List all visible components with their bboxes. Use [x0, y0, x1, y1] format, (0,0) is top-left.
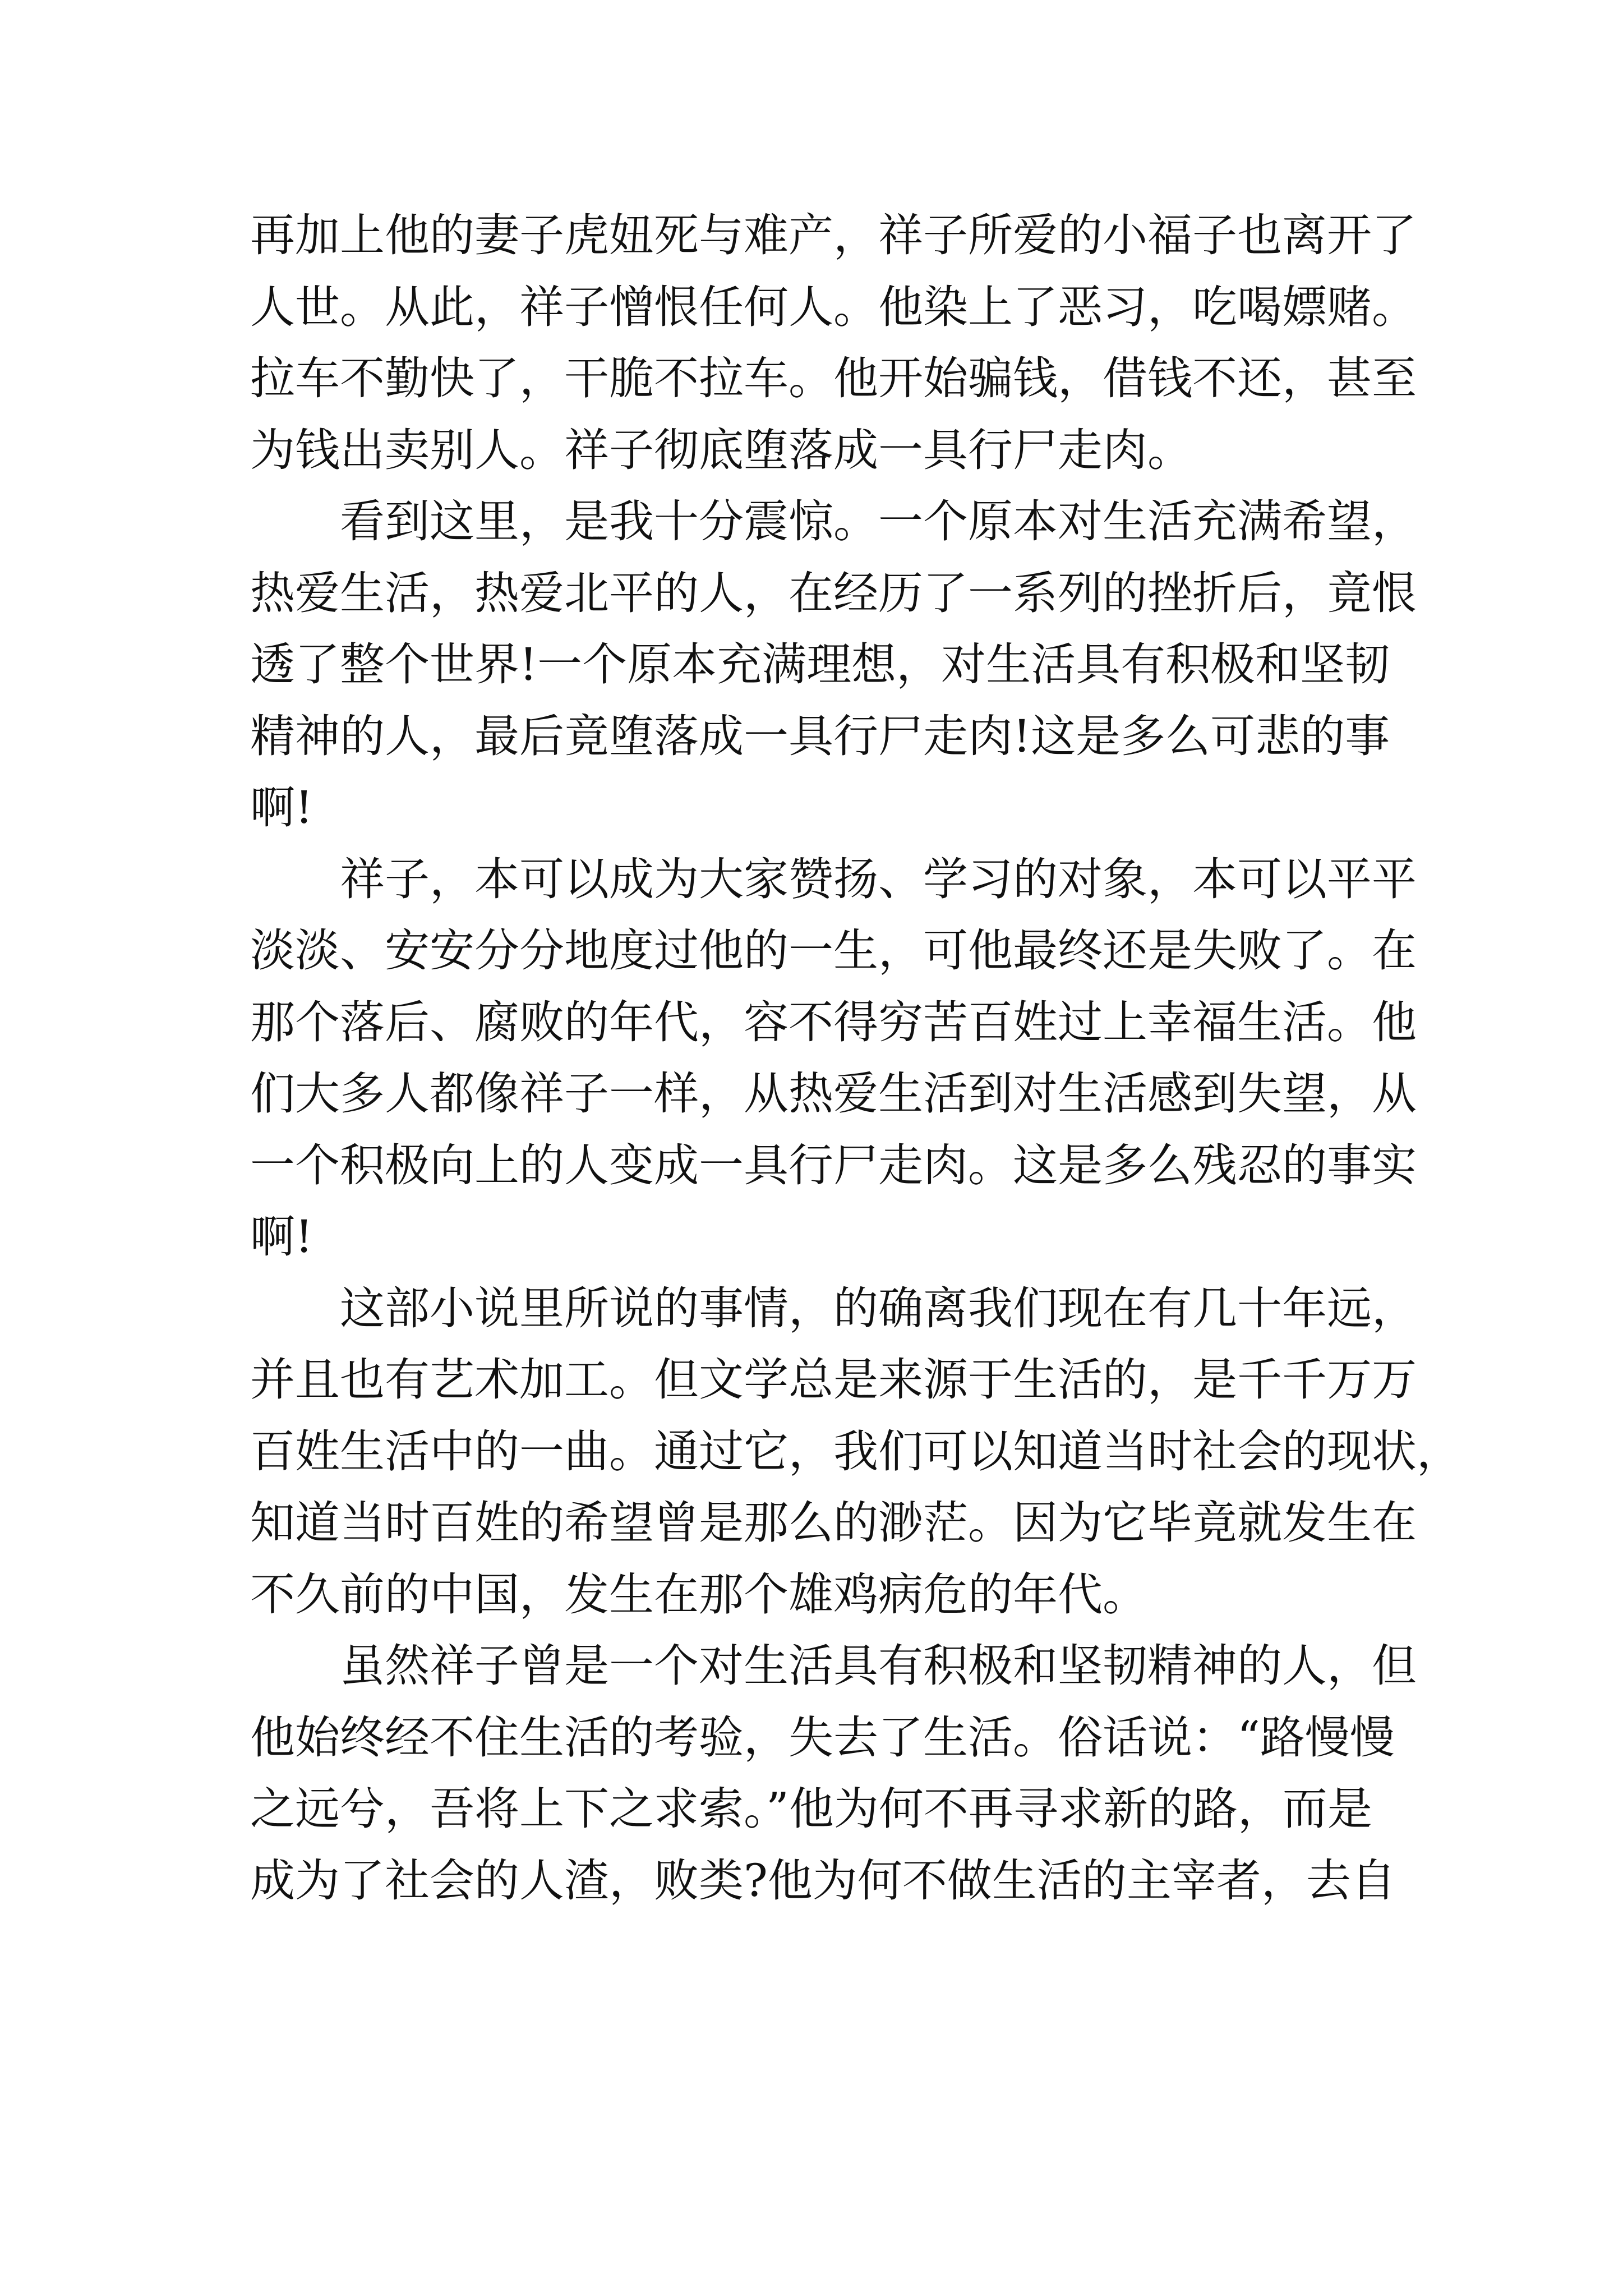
text-line: 热爱生活，热爱北平的人，在经历了一系列的挫折后，竟恨	[250, 567, 1417, 619]
text-line: 之远兮，吾将上下之求索。”他为何不再寻求新的路，而是	[250, 1783, 1372, 1835]
text-line: 看到这里，是我十分震惊。一个原本对生活充满希望，	[250, 495, 1417, 547]
essay-body	[250, 200, 1461, 1916]
text-line: 们大多人都像祥子一样，从热爱生活到对生活感到失望，从	[250, 1068, 1417, 1120]
text-line: 啊!	[250, 1211, 313, 1263]
text-line: 知道当时百姓的希望曾是那么的渺茫。因为它毕竟就发生在	[250, 1497, 1417, 1549]
text-line: 百姓生活中的一曲。通过它，我们可以知道当时社会的现状，	[250, 1425, 1461, 1478]
text-line: 并且也有艺术加工。但文学总是来源于生活的，是千千万万	[250, 1354, 1417, 1406]
text-line: 那个落后、腐败的年代，容不得穷苦百姓过上幸福生活。他	[250, 996, 1417, 1048]
text-line: 一个积极向上的人变成一具行尸走肉。这是多么残忍的事实	[250, 1139, 1417, 1191]
text-line: 不久前的中国，发生在那个雄鸡病危的年代。	[250, 1568, 1147, 1621]
text-line: 淡淡、安安分分地度过他的一生，可他最终还是失败了。在	[250, 924, 1417, 977]
text-line: 他始终经不住生活的考验，失去了生活。俗话说：“路慢慢	[250, 1711, 1395, 1764]
text-line: 再加上他的妻子虎妞死与难产，祥子所爱的小福子也离开了	[250, 209, 1417, 261]
text-line: 为钱出卖别人。祥子彻底堕落成一具行尸走肉。	[250, 424, 1192, 476]
text-line: 精神的人，最后竟堕落成一具行尸走肉!这是多么可悲的事	[250, 710, 1390, 762]
text-line: 透了整个世界!一个原本充满理想，对生活具有积极和坚韧	[250, 638, 1390, 691]
text-line: 啊!	[250, 781, 313, 834]
text-line: 人世。从此，祥子憎恨任何人。他染上了恶习，吃喝嫖赌。	[250, 280, 1417, 333]
text-line: 这部小说里所说的事情，的确离我们现在有几十年远，	[250, 1282, 1417, 1335]
text-line: 成为了社会的人渣，败类?他为何不做生活的主宰者，去自	[250, 1854, 1396, 1907]
text-line: 虽然祥子曾是一个对生活具有积极和坚韧精神的人，但	[250, 1640, 1417, 1692]
text-line: 祥子，本可以成为大家赞扬、学习的对象，本可以平平	[250, 853, 1417, 905]
text-line: 拉车不勤快了，干脆不拉车。他开始骗钱，借钱不还，甚至	[250, 352, 1417, 404]
